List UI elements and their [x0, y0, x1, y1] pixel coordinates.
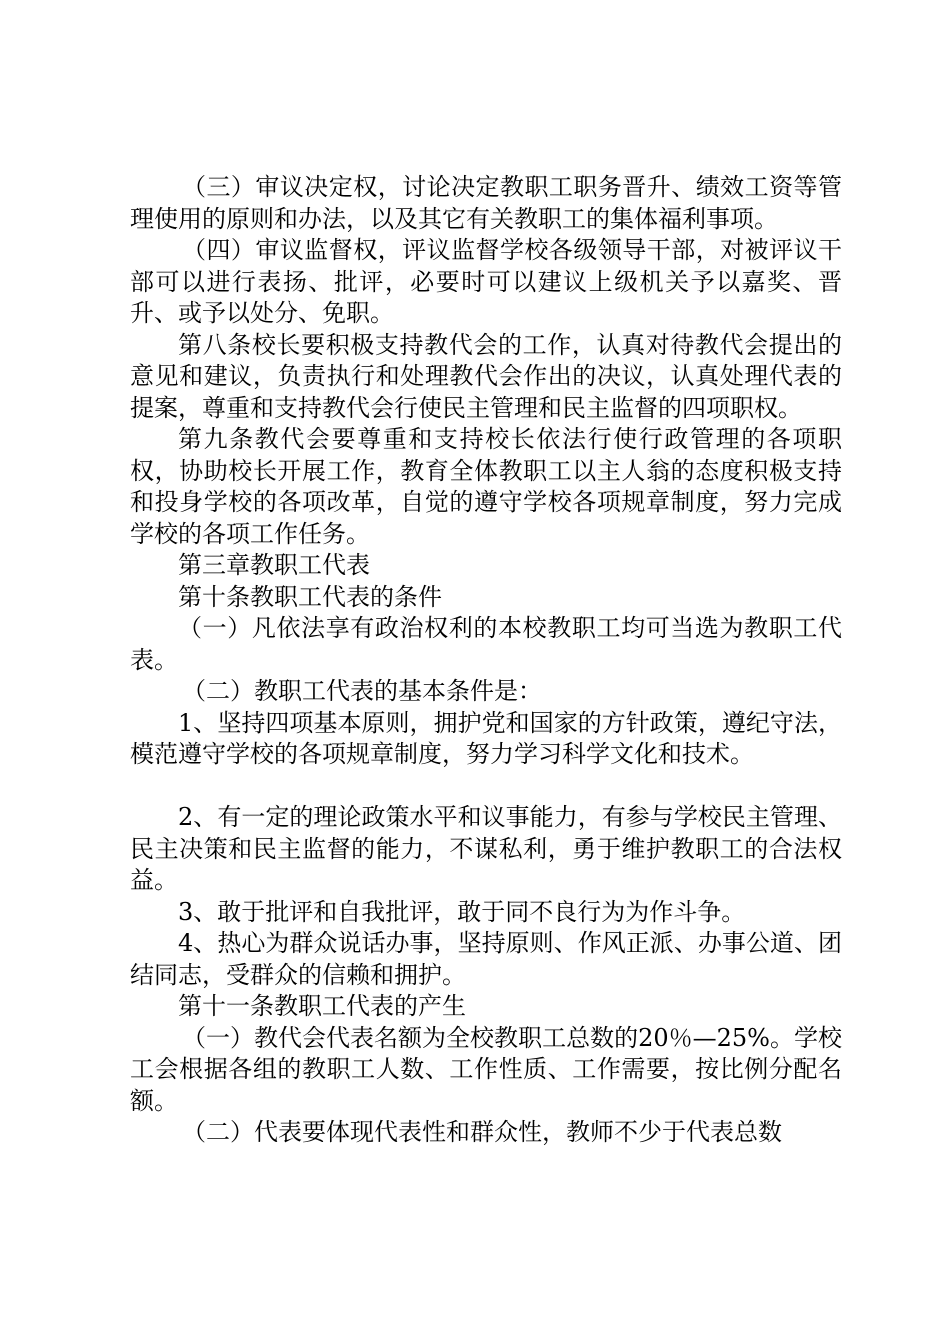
paragraph-article-9: 第九条教代会要尊重和支持校长依法行使行政管理的各项职权，协助校长开展工作，教育全体教职工以主人翁的态度积极支持和投身学校的各项改革，自觉的遵守学校各项规章制度，努力完成学校的各项工作任务。 — [130, 425, 842, 548]
document-page — [130, 172, 842, 1149]
paragraph-condition-2: 2、有一定的理论政策水平和议事能力，有参与学校民主管理、民主决策和民主监督的能力，不谋私利，勇于维护教职工的合法权益。 — [130, 803, 842, 894]
paragraph-article-11-item-1: （一）教代会代表名额为全校教职工总数的20％—25%。学校工会根据各组的教职工人数、工作性质、工作需要，按比例分配名额。 — [130, 1023, 842, 1115]
paragraph-review-decision-right: （三）审议决定权，讨论决定教职工职务晋升、绩效工资等管理使用的原则和办法，以及其它有关教职工的集体福利事项。 — [130, 173, 842, 233]
paragraph-review-supervision-right: （四）审议监督权，评议监督学校各级领导干部，对被评议干部可以进行表扬、批评，必要时可以建议上级机关予以嘉奖、晋升、或予以处分、免职。 — [130, 236, 842, 327]
chapter-3-heading: 第三章教职工代表 — [178, 551, 370, 579]
paragraph-article-10-item-2: （二）教职工代表的基本条件是： — [182, 677, 542, 705]
paragraph-article-11-item-2: （二）代表要体现代表性和群众性，教师不少于代表总数 — [182, 1118, 782, 1146]
paragraph-article-8: 第八条校长要积极支持教代会的工作，认真对待教代会提出的意见和建议，负责执行和处理教代会作出的决议，认真处理代表的提案，尊重和支持教代会行使民主管理和民主监督的四项职权。 — [130, 330, 842, 422]
paragraph-condition-4: 4、热心为群众说话办事，坚持原则、作风正派、办事公道、团结同志，受群众的信赖和拥护。 — [130, 929, 842, 989]
article-11-heading: 第十一条教职工代表的产生 — [178, 992, 466, 1020]
paragraph-condition-1: 1、坚持四项基本原则，拥护党和国家的方针政策，遵纪守法，模范遵守学校的各项规章制度，努力学习科学文化和技术。 — [130, 708, 842, 768]
article-10-heading: 第十条教职工代表的条件 — [178, 582, 442, 611]
paragraph-article-10-item-1: （一）凡依法享有政治权利的本校教职工均可当选为教职工代表。 — [130, 614, 842, 674]
paragraph-condition-3: 3、敢于批评和自我批评，敢于同不良行为为作斗争。 — [178, 897, 746, 926]
